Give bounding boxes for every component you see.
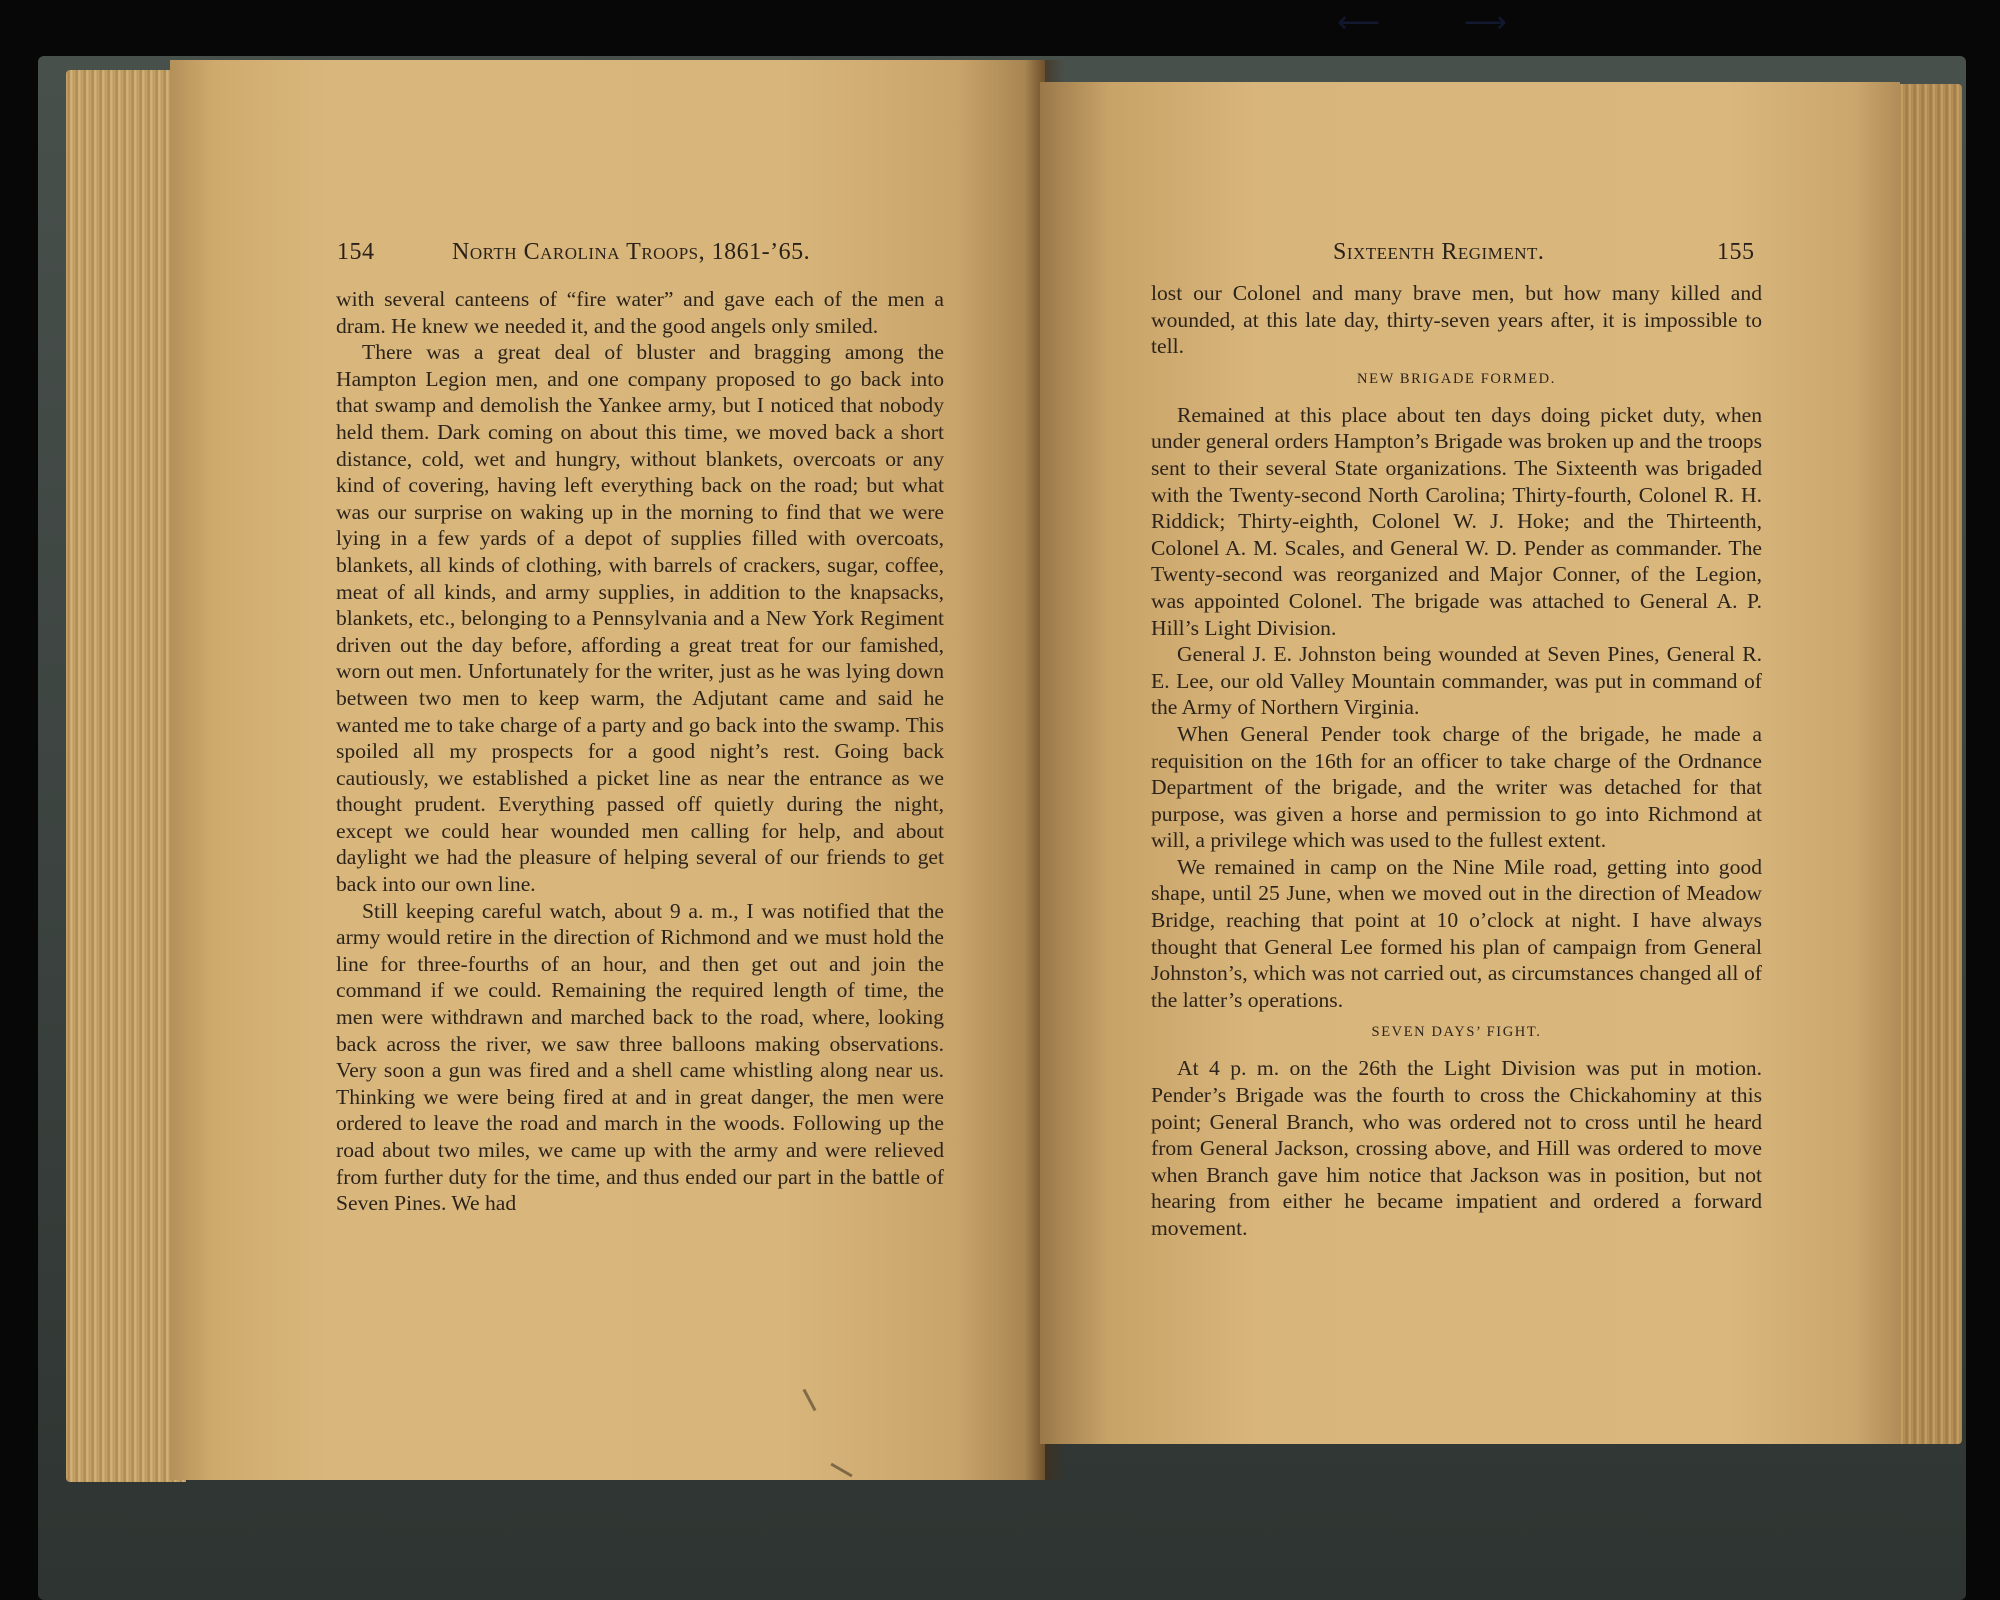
- right-page: [1040, 82, 1900, 1444]
- left-paragraph-2: There was a great deal of bluster and bragging among the Hampton Legion men, and one company proposed to go back into that swamp and demolish the Yankee army, but I noticed that nobody held them. Dark coming on about this time, we moved back a short distance, cold, wet and hungry, without blankets, overcoats or any kind of covering, having left everything back on the road; but what was our surprise on waking up in the morning to find that we were lying in a few yards of a depot of supplies filled with overcoats, blankets, all kinds of clothing, with barrels of crackers, sugar, coffee, meat of all kinds, and army supplies, in addition to the knapsacks, blankets, etc., belonging to a Pennsylvania and a New York Regiment driven out the day before, affording a great treat for our famished, worn out men. Unfortunately for the writer, just as he was lying down between two men to keep warm, the Adjutant came and said he wanted me to take charge of a party and go back into the swamp. This spoiled all my prospects for a good night’s rest. Going back cautiously, we established a picket line as near the entrance as we thought prudent. Everything passed off quietly during the night, except we could hear wounded men calling for help, and about daylight we had the pleasure of helping several of our friends to get back into our own line.: [336, 340, 944, 897]
- right-page-number: 155: [1717, 239, 1755, 265]
- right-paragraph-6: At 4 p. m. on the 26th the Light Division was put in motion. Pender’s Brigade was the fourth to cross the Chickahominy at this point; General Branch, who was ordered not to cross until he heard from General Jackson, crossing above, and Hill was ordered to move when Branch gave him notice that Jackson was in position, but not hearing from either he became impatient and ordered a forward movement.: [1151, 1056, 1762, 1240]
- ink-mark: [803, 1389, 817, 1412]
- section-heading-new-brigade: NEW BRIGADE FORMED.: [1357, 370, 1556, 387]
- right-paragraph-2: Remained at this place about ten days doing picket duty, when under general orders Hampton’s Brigade was broken up and the troops sent to their several State organizations. The Sixteenth was brigaded with the Twenty-second North Carolina; Thirty-fourth, Colonel R. H. Riddick; Thirty-eighth, Colonel W. J. Hoke; and the Thirteenth, Colonel A. M. Scales, and General W. D. Pender as commander. The Twenty-second was reorganized and Major Conner, of the Legion, was appointed Colonel. The brigade was attached to General A. P. Hill’s Light Division.: [1151, 402, 1762, 640]
- left-running-header-text: North Carolina Troops, 1861-’65.: [452, 239, 811, 265]
- left-running-header: [452, 232, 810, 272]
- right-paragraph-3: General J. E. Johnston being wounded at Seven Pines, General R. E. Lee, our old Valley Mountain commander, was put in command of the Army of Northern Virginia.: [1151, 642, 1762, 720]
- left-page-edges: [66, 70, 186, 1482]
- left-paragraph-1: with several canteens of “fire water” and gave each of the men a dram. He knew we needed it, and the good angels only smiled.: [336, 287, 944, 338]
- left-page: [170, 60, 1045, 1480]
- scale-ruler-icon: ⟵ ⟶: [1337, 5, 1513, 40]
- section-heading-seven-days: SEVEN DAYS’ FIGHT.: [1371, 1024, 1542, 1041]
- left-page-number: 154: [337, 239, 375, 265]
- right-paragraph-1: lost our Colonel and many brave men, but how many killed and wounded, at this late day, thirty-seven years after, it is impossible to tell.: [1151, 281, 1762, 359]
- right-page-body: [1151, 280, 1762, 1242]
- right-paragraph-5: We remained in camp on the Nine Mile road, getting into good shape, until 25 June, when we moved out in the direction of Meadow Bridge, reaching that point at 10 o’clock at night. I have always thought that General Lee formed his plan of campaign from General Johnston’s, which was not carried out, as circumstances changed all of the latter’s operations.: [1151, 854, 1762, 1012]
- right-running-header-text: Sixteenth Regiment.: [1333, 239, 1545, 265]
- right-paragraph-4: When General Pender took charge of the brigade, he made a requisition on the 16th for an officer to take charge of the Ordnance Department of the brigade, and the writer was detached for that purpose, was given a horse and permission to go into Richmond at will, a privilege which was used to the fullest extent.: [1151, 721, 1762, 853]
- left-page-body: [336, 286, 944, 1217]
- ink-mark: [830, 1463, 852, 1478]
- right-running-header: [1333, 232, 1544, 272]
- left-paragraph-3: Still keeping careful watch, about 9 a. m., I was notified that the army would retire in the direction of Richmond and we must hold the line for three-fourths of an hour, and then get out and join the command if we could. Remaining the required length of time, the men were withdrawn and marched back to the road, where, looking back across the river, we saw three balloons making observations. Very soon a gun was fired and a shell came whistling along near us. Thinking we were being fired at and in great danger, the men were ordered to leave the road and march in the woods. Following up the road about two miles, we came up with the army and were relieved from further duty for the time, and thus ended our part in the battle of Seven Pines. We had: [336, 898, 944, 1216]
